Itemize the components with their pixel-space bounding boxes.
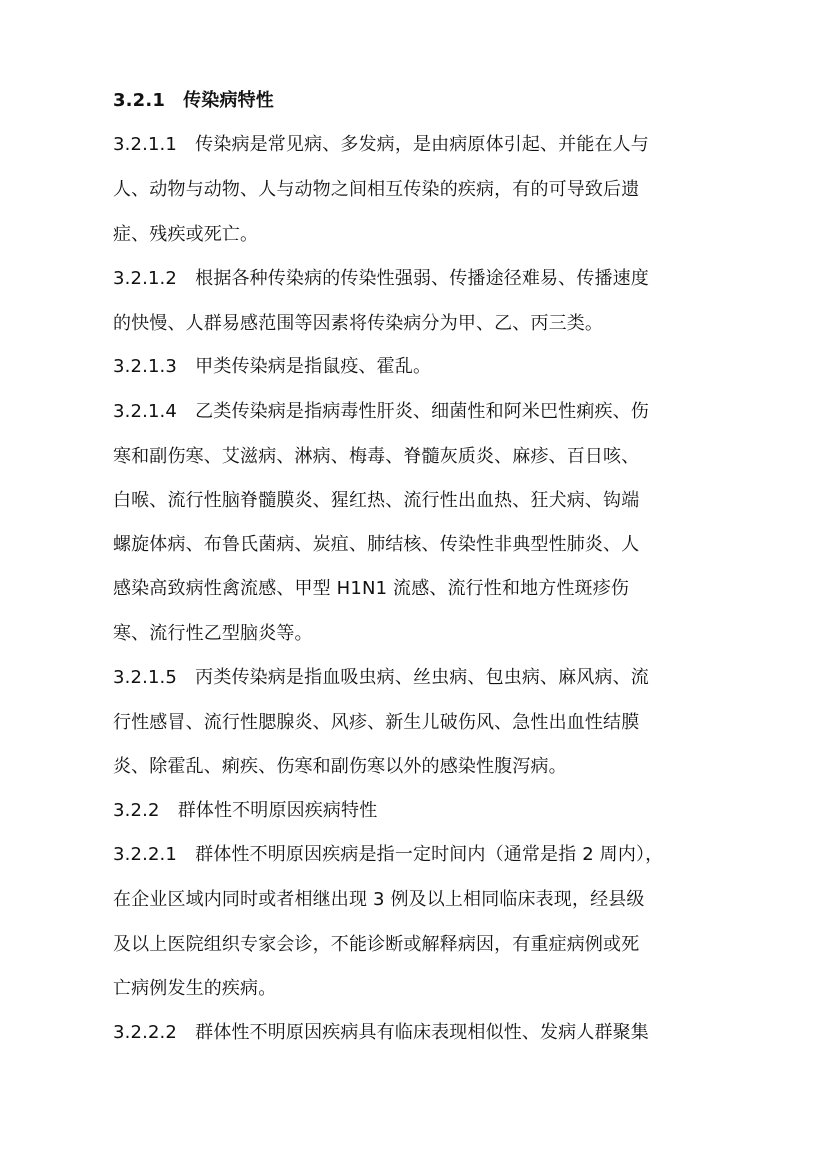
paragraph-line: 螺旋体病、布鲁氏菌病、炭疽、肺结核、传染性非典型性肺炎、人 xyxy=(113,534,640,555)
paragraph-line: 亡病例发生的疾病。 xyxy=(113,978,277,999)
paragraph-line: 炎、除霍乱、痢疾、伤寒和副伤寒以外的感染性腹泻病。 xyxy=(113,756,567,777)
paragraph-line: 3.2.1.1 传染病是常见病、多发病，是由病原体引起、并能在人与 xyxy=(113,134,649,155)
paragraph-line: 3.2.1.3 甲类传染病是指鼠疫、霍乱。 xyxy=(113,356,432,377)
paragraph-line: 3.2.2.2 群体性不明原因疾病具有临床表现相似性、发病人群聚集 xyxy=(113,1022,649,1043)
paragraph-line: 白喉、流行性脑脊髓膜炎、猩红热、流行性出血热、狂犬病、钩端 xyxy=(113,490,640,511)
paragraph-line: 症、残疾或死亡。 xyxy=(113,224,259,245)
paragraph-line: 感染高致病性禽流感、甲型 H1N1 流感、流行性和地方性斑疹伤 xyxy=(113,578,629,599)
paragraph-line: 3.2.1.5 丙类传染病是指血吸虫病、丝虫病、包虫病、麻风病、流 xyxy=(113,667,649,688)
paragraph-line: 寒和副伤寒、艾滋病、淋病、梅毒、脊髓灰质炎、麻疹、百日咳、 xyxy=(113,446,640,467)
paragraph-line: 及以上医院组织专家会诊，不能诊断或解释病因，有重症病例或死 xyxy=(113,934,640,955)
paragraph-line: 在企业区域内同时或者相继出现 3 例及以上相同临床表现，经县级 xyxy=(113,889,645,910)
paragraph-line: 行性感冒、流行性腮腺炎、风疹、新生儿破伤风、急性出血性结膜 xyxy=(113,712,640,733)
section-heading-3-2-2: 3.2.2 群体性不明原因疾病特性 xyxy=(113,800,378,821)
paragraph-line: 3.2.1.2 根据各种传染病的传染性强弱、传播途径难易、传播速度 xyxy=(113,268,649,289)
paragraph-line: 寒、流行性乙型脑炎等。 xyxy=(113,623,313,644)
paragraph-line: 3.2.2.1 群体性不明原因疾病是指一定时间内（通常是指 2 周内）， xyxy=(113,844,664,865)
paragraph-line: 的快慢、人群易感范围等因素将传染病分为甲、乙、丙三类。 xyxy=(113,313,604,334)
paragraph-line: 人、动物与动物、人与动物之间相互传染的疾病，有的可导致后遗 xyxy=(113,179,640,200)
paragraph-line: 3.2.1.4 乙类传染病是指病毒性肝炎、细菌性和阿米巴性痢疾、伤 xyxy=(113,401,649,422)
section-heading-3-2-1: 3.2.1 传染病特性 xyxy=(113,90,274,111)
